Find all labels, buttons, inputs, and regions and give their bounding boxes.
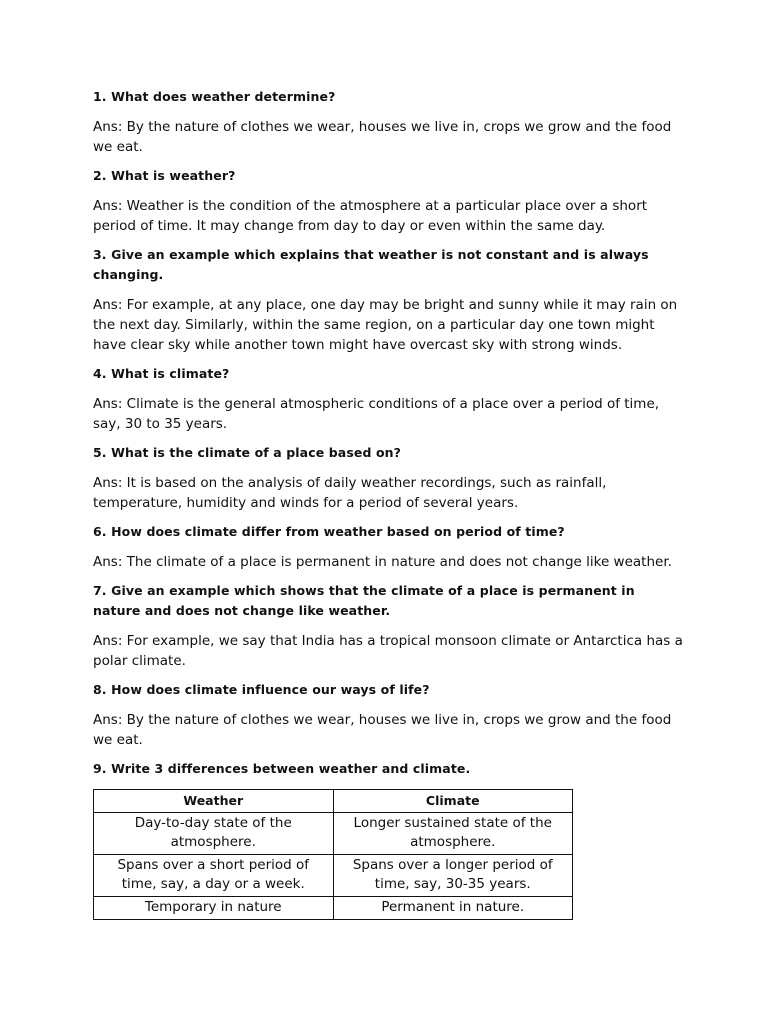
table-header-weather: Weather bbox=[94, 790, 334, 813]
question-9: 9. Write 3 differences between weather and climate. bbox=[93, 761, 471, 776]
table-cell: Spans over a longer period of time, say, 30-35 years. bbox=[333, 855, 573, 897]
table-header-climate: Climate bbox=[333, 790, 573, 813]
table-row bbox=[94, 855, 573, 897]
answer-4: Ans: Climate is the general atmospheric conditions of a place over a period of time, say, 30 to 35 years. bbox=[93, 396, 660, 432]
table-cell: Spans over a short period of time, say, a day or a week. bbox=[94, 855, 334, 897]
document-content bbox=[93, 87, 683, 920]
table-cell: Temporary in nature bbox=[94, 897, 334, 920]
table-header-row bbox=[94, 790, 573, 813]
question-3: 3. Give an example which explains that weather is not constant and is always changing. bbox=[93, 247, 649, 282]
question-4: 4. What is climate? bbox=[93, 366, 230, 381]
question-1: 1. What does weather determine? bbox=[93, 89, 336, 104]
table-row bbox=[94, 897, 573, 920]
table-cell: Permanent in nature. bbox=[333, 897, 573, 920]
question-7: 7. Give an example which shows that the climate of a place is permanent in nature and does not change like weather. bbox=[93, 583, 635, 618]
question-8: 8. How does climate influence our ways of life? bbox=[93, 682, 430, 697]
table-row bbox=[94, 813, 573, 855]
table-cell: Longer sustained state of the atmosphere. bbox=[333, 813, 573, 855]
question-6: 6. How does climate differ from weather based on period of time? bbox=[93, 524, 565, 539]
answer-3: Ans: For example, at any place, one day may be bright and sunny while it may rain on the next day. Similarly, within the same region, on a particular day one town might have clear sky while another town might have overcast sky with strong winds. bbox=[93, 297, 678, 353]
weather-climate-table bbox=[93, 789, 573, 920]
answer-8: Ans: By the nature of clothes we wear, houses we live in, crops we grow and the food we eat. bbox=[93, 712, 672, 748]
answer-1: Ans: By the nature of clothes we wear, houses we live in, crops we grow and the food we eat. bbox=[93, 119, 672, 155]
question-5: 5. What is the climate of a place based on? bbox=[93, 445, 401, 460]
table-cell: Day-to-day state of the atmosphere. bbox=[94, 813, 334, 855]
question-2: 2. What is weather? bbox=[93, 168, 236, 183]
answer-7: Ans: For example, we say that India has a tropical monsoon climate or Antarctica has a polar climate. bbox=[93, 633, 683, 669]
answer-5: Ans: It is based on the analysis of daily weather recordings, such as rainfall, temperature, humidity and winds for a period of several years. bbox=[93, 475, 607, 511]
answer-6: Ans: The climate of a place is permanent in nature and does not change like weather. bbox=[93, 554, 672, 570]
answer-2: Ans: Weather is the condition of the atmosphere at a particular place over a short period of time. It may change from day to day or even within the same day. bbox=[93, 198, 648, 234]
